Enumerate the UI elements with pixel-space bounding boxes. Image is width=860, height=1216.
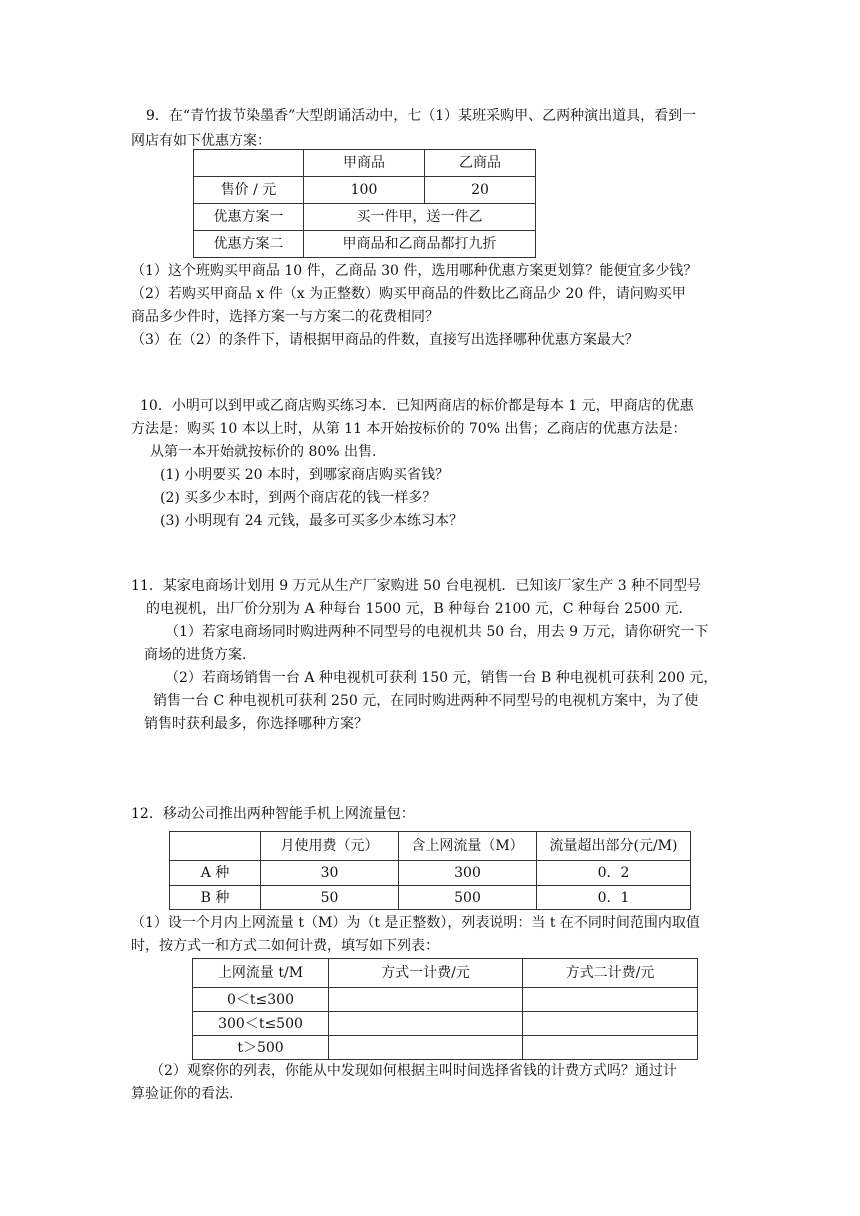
q10-line-1: 10．小明可以到甲或乙商店购买练习本．已知两商店的标价都是每本 1 元，甲商店的优惠 [140,398,694,414]
q12-table2-cell [329,1036,523,1060]
q11-part-1: （1）若家电商场同时购进两种不同型号的电视机共 50 台，用去 9 万元，请你研究一下 [165,624,709,640]
q12-pricing-table [169,831,691,910]
q12-table1-cell: 50 [261,886,399,910]
q12-table1-cell: 500 [399,886,537,910]
q12-fee-table [192,958,698,1060]
q9-part-2-cont: 商品多少件时，选择方案一与方案二的花费相同？ [131,309,439,325]
q11-line-1: 11．某家电商场计划用 9 万元从生产厂家购进 50 台电视机．已知该厂家生产 3 种不同型号 [131,578,702,594]
q12-table2-cell [523,1012,698,1036]
q12-table1-cell: 含上网流量（M） [399,832,537,861]
q9-table-cell: 甲商品和乙商品都打九折 [304,231,536,258]
q12-table1-cell: 300 [399,861,537,886]
q9-table-cell: 甲商品 [304,150,425,177]
q12-table2-cell: 300＜t≤500 [193,1012,329,1036]
q9-line-2: 网店有如下优惠方案： [131,133,271,149]
q9-part-3: （3）在（2）的条件下，请根据甲商品的件数，直接写出选择哪种优惠方案最大？ [131,332,639,348]
q9-table-cell: 售价 / 元 [194,177,304,204]
q12-table1-cell [170,832,261,861]
q10-part-3: (3) 小明现有 24 元钱，最多可买多少本练习本？ [160,513,463,529]
q10-line-2: 方法是：购买 10 本以上时，从第 11 本开始按标价的 70% 出售；乙商店的优惠方法是： [131,421,687,437]
q11-line-2: 的电视机，出厂价分别为 A 种每台 1500 元，B 种每台 2100 元，C 种每台 2500 元． [146,601,693,617]
q9-table [193,149,536,258]
q9-table-cell [194,150,304,177]
q12-table2-cell [329,1012,523,1036]
q9-line-1: 9．在“青竹拔节染墨香”大型朗诵活动中，七（1）某班采购甲、乙两种演出道具，看到一 [146,108,697,124]
q11-part-1-cont: 商场的进货方案. [144,647,247,663]
q9-part-2: （2）若购买甲商品 x 件（x 为正整数）购买甲商品的件数比乙商品少 20 件，请问购买甲 [131,286,686,302]
q12-table1-cell: 0．1 [537,886,691,910]
q12-table1-cell: A 种 [170,861,261,886]
q11-part-2-cont: 销售一台 C 种电视机可获利 250 元，在同时购进两种不同型号的电视机方案中，为了使 [153,693,699,709]
q9-table-cell: 乙商品 [425,150,536,177]
q12-table1-cell: 0．2 [537,861,691,886]
q12-table1-cell: 月使用费（元） [261,832,399,861]
q12-table2-cell: 上网流量 t/M [193,959,329,988]
q11-part-2: （2）若商场销售一台 A 种电视机可获利 150 元，销售一台 B 种电视机可获利 200 元， [165,670,718,686]
q12-table2-cell: 0＜t≤300 [193,988,329,1012]
q11-part-2-cont2: 销售时获利最多，你选择哪种方案？ [144,716,368,732]
q12-part-1-cont: 时，按方式一和方式二如何计费，填写如下列表： [131,938,439,954]
q12-table2-cell: 方式二计费/元 [523,959,698,988]
q12-table2-cell: t＞500 [193,1036,329,1060]
q12-line-1: 12．移动公司推出两种智能手机上网流量包： [131,806,415,822]
q9-table-cell: 优惠方案二 [194,231,304,258]
q12-part-1: （1）设一个月内上网流量 t（M）为（t 是正整数），列表说明：当 t 在不同时间范围内取值 [131,915,700,931]
q12-table1-cell: 流量超出部分(元/M) [537,832,691,861]
q10-part-2: (2) 买多少本时，到两个商店花的钱一样多？ [160,490,437,506]
q12-part-2-cont: 算验证你的看法. [131,1086,234,1102]
q9-part-1: （1）这个班购买甲商品 10 件，乙商品 30 件，选用哪种优惠方案更划算？能便宜多少钱？ [131,263,698,279]
q12-table1-cell: 30 [261,861,399,886]
q9-table-cell: 20 [425,177,536,204]
q10-line-3: 从第一本开始就按标价的 80% 出售. [150,444,377,460]
q9-table-cell: 买一件甲，送一件乙 [304,204,536,231]
q12-table2-cell [523,988,698,1012]
q12-part-2: （2）观察你的列表，你能从中发现如何根据主叫时间选择省钱的计费方式吗？通过计 [150,1063,677,1079]
q12-table2-cell: 方式一计费/元 [329,959,523,988]
q9-table-cell: 优惠方案一 [194,204,304,231]
q12-table2-cell [329,988,523,1012]
q9-table-cell: 100 [304,177,425,204]
q12-table2-cell [523,1036,698,1060]
q12-table1-cell: B 种 [170,886,261,910]
q10-part-1: (1) 小明要买 20 本时，到哪家商店购买省钱？ [160,467,449,483]
